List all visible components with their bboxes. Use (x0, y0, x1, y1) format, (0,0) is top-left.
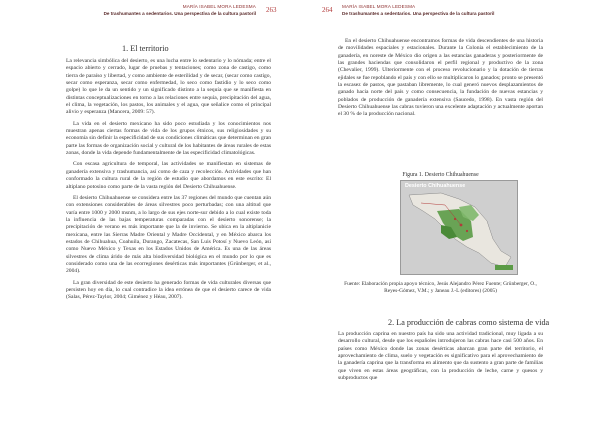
header-author: MARÍA ISABEL MORA LEDESMA (182, 4, 256, 9)
page-number-right: 264 (322, 6, 333, 14)
running-header-left (66, 4, 256, 28)
header-title: De trashumantes a sedentarios. Una perspectiva de la cultura pastoril (103, 11, 256, 16)
figure-caption: Figura 1. Desierto Chihuahuense (402, 172, 479, 178)
header-author: MARÍA ISABEL MORA LEDESMA (342, 4, 416, 9)
map-title: Desierto Chihuahuense (405, 183, 466, 189)
paragraph: La vida en el desierto mexicano ha sido poco estudiada y los conocimientos nos muestran apenas ciertas formas de vida de los grupos étnicos, sus religiosidades y su economía sin definir la especificidad de sus condiciones climáticas que determinan en gran parte las formas de organización social y cultural de los habitantes de áreas rurales de estas zonas, donde la vida depende fundamentalmente de las especificidad climatológicas. (66, 120, 271, 157)
running-header-right (342, 4, 542, 28)
paragraph: La relevancia simbólica del desierto, es una lucha entre lo sedentario y lo nómada; entre el espacio abierto y cerrado, lugar de pruebas y tentaciones; como zona de castigo, como tierra de paraíso y libertad, y como ambiente de esterilidad y de secar, (secar como castigo, secar como esperanza, secar como enfermedad, lo seco como fastidio y lo seco como golpe) lo que le da un sentido y un significado distinto a la sequía que se manifiesta en distintas conceptualizaciones en torno a las relaciones entre sequía, precipitación del agua, el clima, la vegetación, los pastos, los animales y el agua, que señalice como el principal alivio y esperanza (Mancera, 2009: 57). (66, 58, 271, 116)
figure-source: Fuente: Elaboración propia apoyo técnico, Jesús Alejandro Pérez Fuente; Grünberger, O., Reyes-Gómez, V.M.; y Janeau J.-L (editores) (2005) (344, 281, 537, 294)
map-legend-swatch (495, 265, 513, 270)
paragraph: La producción caprina en nuestro país ha sido una actividad tradicional, muy ligada a su desarrollo cultural, desde que los españoles introdujeron las cabras hace casi 500 años. En países como México donde las zonas desérticas abarcan gran parte del territorio, el aprovechamiento de clima, suelo y vegetación es significativo para el aprovechamiento de la ganadería caprina que la transforma en alimento que da sustento a gran parte de familias que viven en estas áreas geográficas, con la producción de leche, carne y quesos y subproductos que (338, 331, 543, 382)
right-page (300, 0, 600, 440)
left-body-text (66, 58, 271, 306)
desert-map-figure (400, 180, 518, 275)
header-title: De trashumantes a sedentarios. Una perspectiva de la cultura pastoril (342, 11, 495, 16)
paragraph: La gran diversidad de este desierto ha generado formas de vida culturales diversas que persisten hoy en día, lo cual contradice la idea errónea de que el desierto carece de vida (Salas, Pérez-Taylor, 2004; Giménez y Héau, 2007). (66, 279, 271, 301)
section-title-territorio: 1. El territorio (122, 44, 169, 53)
right-body-text-top (338, 38, 543, 123)
paragraph: En el desierto Chihuahuense encontramos formas de vida descendientes de una historia de movilidades espaciales y estacionales. Durante la Colonia el establecimiento de la ganadería, en noreste de México dio origen a las estancias ganaderas y posteriormente de las grandes haciendas que consolidaron el perfil regional y productivo de la zona (Chevalier, 1999). Ulteriormente con el proceso revolucionario y la dotación de tierras ejidales se fue repoblando el país y con ello se multiplicaron lo ganados; pronto se presentó la escasez de pastos, que pastaban libremente, lo cual generó nuevos desplazamientos de ganado hacia norte del país y como consecuencia, la fundación de nuevas estancias y poblados de producción de ganadería extensiva (Saucedo, 1998). En vasta región del Desierto Chihuahuense las cabras tuvieron una excelente adaptación y actualmente aportan el 30 % de la producción nacional. (338, 38, 543, 118)
paragraph: Con escasa agricultura de temporal, las actividades se manifiestan en sistemas de ganadería extensiva y trashumancia, así como de caza y recolección. Actividades que han conformado la cultura rural de la región de estudio que abordamos en este escrito: El altiplano potosino como parte de la vasta región del Desierto Chihuahuense. (66, 161, 271, 190)
paragraph: El desierto Chihuahuense se considera entre las 37 regiones del mundo que cuentan aún con extensiones considerables de áreas silvestres poco perturbadas; con una altitud que varía entre 1000 y 2000 msnm, a lo largo de sus ejes norte-sur debido a lo cual existe toda la influencia de las bajas temperaturas comparadas con el desierto sonorense; la precipitación de verano es más importante que la de invierno. Se ubica en la altiplanicie mexicana, entre las Sierras Madre Oriental y Madre Occidental, y en México abarca los estados de Chihuahua, Coahuila, Durango, Zacatecas, San Luis Potosí y Nuevo León, así como Nuevo México y Texas en los Estados Unidos de América. Es una de las áreas silvestres de clima árido de más alta biodiversidad biológica en el mundo por lo que es considerado como una de las ecorregiones desérticas más importantes (Grünberger, et al., 2004). (66, 194, 271, 275)
section-title-produccion: 2. La producción de cabras como sistema de vida (388, 318, 550, 327)
right-body-text-bottom (338, 331, 543, 386)
page-number-left: 263 (266, 6, 277, 14)
map-graphic (401, 181, 518, 275)
